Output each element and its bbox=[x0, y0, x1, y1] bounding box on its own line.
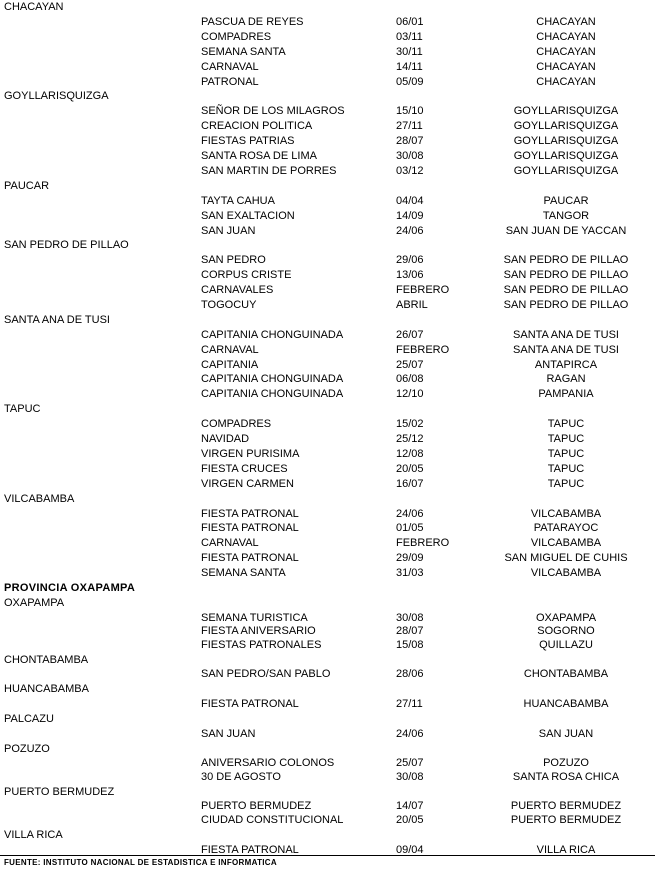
district-name: OXAPAMPA bbox=[4, 597, 65, 609]
festivity-date: 24/06 bbox=[396, 225, 424, 237]
festivity-place: SANTA ANA DE TUSI bbox=[513, 344, 619, 356]
table-row bbox=[0, 536, 655, 550]
festivity-name: SAN MARTIN DE PORRES bbox=[201, 165, 337, 177]
table-row bbox=[0, 268, 655, 282]
table-row bbox=[0, 283, 655, 297]
table-row bbox=[0, 119, 655, 133]
festivity-name: FIESTA PATRONAL bbox=[201, 522, 299, 534]
festivity-place: GOYLLARISQUIZGA bbox=[513, 105, 619, 117]
table-row bbox=[0, 149, 655, 163]
festivity-date: 20/05 bbox=[396, 463, 424, 475]
festivity-name: CARNAVAL bbox=[201, 344, 259, 356]
festivity-date: 05/09 bbox=[396, 76, 424, 88]
festivity-place: CHACAYAN bbox=[536, 46, 596, 58]
festivity-name: CAPITANIA CHONGUINADA bbox=[201, 329, 344, 341]
district-name: SANTA ANA DE TUSI bbox=[4, 314, 110, 326]
festivity-place: SAN JUAN bbox=[538, 728, 594, 740]
table-row bbox=[0, 551, 655, 565]
table-row bbox=[0, 224, 655, 238]
festivity-name: COMPADRES bbox=[201, 418, 272, 430]
district-header bbox=[0, 492, 655, 506]
festivity-place: CHACAYAN bbox=[536, 61, 596, 73]
festivity-name: SEMANA SANTA bbox=[201, 567, 286, 579]
festivity-name: SAN PEDRO/SAN PABLO bbox=[201, 668, 331, 680]
district-header bbox=[0, 653, 655, 667]
festivity-date: 30/08 bbox=[396, 150, 424, 162]
festivity-place: VILCABAMBA bbox=[530, 508, 602, 520]
festivity-name: SEMANA SANTA bbox=[201, 46, 286, 58]
festivity-name: PUERTO BERMUDEZ bbox=[201, 800, 312, 812]
festivity-place: PATARAYOC bbox=[533, 522, 599, 534]
festivity-place: CHACAYAN bbox=[536, 76, 596, 88]
festivity-name: PATRONAL bbox=[201, 76, 259, 88]
district-name: CHONTABAMBA bbox=[4, 654, 89, 666]
table-row bbox=[0, 447, 655, 461]
table-row bbox=[0, 298, 655, 312]
festivity-name: FIESTA PATRONAL bbox=[201, 698, 299, 710]
festivity-name: VIRGEN CARMEN bbox=[201, 478, 294, 490]
table-row bbox=[0, 45, 655, 59]
festivity-place: SANTA ANA DE TUSI bbox=[513, 329, 619, 341]
festivity-name: SANTA ROSA DE LIMA bbox=[201, 150, 317, 162]
district-name: PALCAZU bbox=[4, 713, 54, 725]
festivity-name: SEMANA TURISTICA bbox=[201, 612, 308, 624]
festivity-place: CHACAYAN bbox=[536, 16, 596, 28]
festivity-place: QUILLAZU bbox=[539, 639, 593, 651]
table-row bbox=[0, 507, 655, 521]
festivity-place: TAPUC bbox=[547, 448, 585, 460]
festivity-date: 25/12 bbox=[396, 433, 424, 445]
festivity-place: TAPUC bbox=[547, 463, 585, 475]
province-name: PROVINCIA OXAPAMPA bbox=[4, 582, 136, 594]
festivity-name: FIESTAS PATRIAS bbox=[201, 135, 295, 147]
festivity-place: GOYLLARISQUIZGA bbox=[513, 120, 619, 132]
table-row bbox=[0, 813, 655, 827]
festivity-place: PUERTO BERMUDEZ bbox=[510, 800, 622, 812]
festivity-place: POZUZO bbox=[543, 757, 589, 769]
district-header bbox=[0, 179, 655, 193]
festivity-place: GOYLLARISQUIZGA bbox=[513, 165, 619, 177]
festivity-place: ANTAPIRCA bbox=[534, 359, 598, 371]
festivity-name: CARNAVAL bbox=[201, 537, 259, 549]
festivity-place: PUERTO BERMUDEZ bbox=[510, 814, 622, 826]
festivity-date: 13/06 bbox=[396, 269, 424, 281]
festivity-date: 01/05 bbox=[396, 522, 424, 534]
festivity-name: PASCUA DE REYES bbox=[201, 16, 304, 28]
festivity-place: OXAPAMPA bbox=[535, 612, 597, 624]
festivity-name: NAVIDAD bbox=[201, 433, 250, 445]
festivity-date: 24/06 bbox=[396, 728, 424, 740]
festivity-place: RAGAN bbox=[546, 373, 586, 385]
table-row bbox=[0, 727, 655, 741]
festivity-date: 04/04 bbox=[396, 195, 424, 207]
festivity-place: SAN MIGUEL DE CUHIS bbox=[504, 552, 628, 564]
festivity-date: 30/08 bbox=[396, 612, 424, 624]
festivity-date: 27/11 bbox=[396, 698, 423, 710]
district-header bbox=[0, 742, 655, 756]
festivity-name: TAYTA CAHUA bbox=[201, 195, 275, 207]
festivity-place: PAUCAR bbox=[543, 195, 589, 207]
festivity-place: CHONTABAMBA bbox=[523, 668, 609, 680]
festivity-name: CAPITANIA CHONGUINADA bbox=[201, 388, 344, 400]
district-name: VILCABAMBA bbox=[4, 493, 75, 505]
festivity-date: 24/06 bbox=[396, 508, 424, 520]
festivity-name: VIRGEN PURISIMA bbox=[201, 448, 300, 460]
district-name: CHACAYAN bbox=[4, 1, 64, 13]
table-row bbox=[0, 343, 655, 357]
district-name: SAN PEDRO DE PILLAO bbox=[4, 239, 129, 251]
table-row bbox=[0, 697, 655, 711]
district-header bbox=[0, 0, 655, 14]
festivity-name: SEÑOR DE LOS MILAGROS bbox=[201, 105, 345, 117]
festivity-date: 12/08 bbox=[396, 448, 424, 460]
table-row bbox=[0, 770, 655, 784]
festivity-date: 14/11 bbox=[396, 61, 423, 73]
festivity-name: SAN PEDRO bbox=[201, 254, 266, 266]
festivity-date: 12/10 bbox=[396, 388, 424, 400]
festivity-date: 30/11 bbox=[396, 46, 423, 58]
table-row bbox=[0, 328, 655, 342]
festivity-name: 30 DE AGOSTO bbox=[201, 771, 281, 783]
festivity-name: FIESTA CRUCES bbox=[201, 463, 288, 475]
festivity-name: CIUDAD CONSTITUCIONAL bbox=[201, 814, 344, 826]
festivity-date: 09/04 bbox=[396, 844, 424, 856]
district-name: VILLA RICA bbox=[4, 829, 63, 841]
district-header bbox=[0, 682, 655, 696]
district-name: GOYLLARISQUIZGA bbox=[4, 90, 109, 102]
table-row bbox=[0, 15, 655, 29]
festivity-date: 03/12 bbox=[396, 165, 424, 177]
district-name: HUANCABAMBA bbox=[4, 683, 89, 695]
festivity-date: 15/08 bbox=[396, 639, 424, 651]
table-row bbox=[0, 417, 655, 431]
festivity-name: SAN JUAN bbox=[201, 225, 256, 237]
table-row bbox=[0, 30, 655, 44]
table-row bbox=[0, 358, 655, 372]
festivity-name: ANIVERSARIO COLONOS bbox=[201, 757, 335, 769]
district-header bbox=[0, 402, 655, 416]
festivity-place: GOYLLARISQUIZGA bbox=[513, 135, 619, 147]
festivity-place: TAPUC bbox=[547, 478, 585, 490]
table-row bbox=[0, 624, 655, 638]
festivity-name: FIESTAS PATRONALES bbox=[201, 639, 322, 651]
festivity-place: TAPUC bbox=[547, 418, 585, 430]
table-row bbox=[0, 638, 655, 652]
district-header bbox=[0, 313, 655, 327]
district-header bbox=[0, 712, 655, 726]
district-name: POZUZO bbox=[4, 743, 50, 755]
festivity-date: FEBRERO bbox=[396, 344, 450, 356]
festivity-name: CARNAVALES bbox=[201, 284, 274, 296]
festivity-place: SANTA ROSA CHICA bbox=[512, 771, 620, 783]
source-note: FUENTE: INSTITUTO NACIONAL DE ESTADISTICA E INFORMATICA bbox=[4, 858, 277, 867]
table-row bbox=[0, 432, 655, 446]
district-header bbox=[0, 89, 655, 103]
festivity-place: SAN PEDRO DE PILLAO bbox=[503, 284, 629, 296]
festivity-date: FEBRERO bbox=[396, 284, 450, 296]
festivity-place: SAN PEDRO DE PILLAO bbox=[503, 269, 629, 281]
table-row bbox=[0, 566, 655, 580]
festivity-date: 06/08 bbox=[396, 373, 424, 385]
festivity-name: FIESTA PATRONAL bbox=[201, 508, 299, 520]
table-row bbox=[0, 756, 655, 770]
festivity-place: VILLA RICA bbox=[536, 844, 596, 856]
province-header bbox=[0, 581, 655, 595]
festivity-name: COMPADRES bbox=[201, 31, 272, 43]
festivity-place: GOYLLARISQUIZGA bbox=[513, 150, 619, 162]
festivity-date: 28/07 bbox=[396, 625, 424, 637]
district-header bbox=[0, 828, 655, 842]
festivity-name: CORPUS CRISTE bbox=[201, 269, 292, 281]
festivity-place: SOGORNO bbox=[537, 625, 595, 637]
festivity-name: SAN EXALTACION bbox=[201, 210, 295, 222]
table-row bbox=[0, 75, 655, 89]
festivity-date: 31/03 bbox=[396, 567, 424, 579]
festivity-date: 29/09 bbox=[396, 552, 424, 564]
festivity-name: CREACION POLITICA bbox=[201, 120, 313, 132]
table-row bbox=[0, 372, 655, 386]
festivity-name: CARNAVAL bbox=[201, 61, 259, 73]
festivity-name: FIESTA PATRONAL bbox=[201, 552, 299, 564]
festivity-place: SAN JUAN DE YACCAN bbox=[505, 225, 627, 237]
district-header bbox=[0, 238, 655, 252]
festivity-date: 20/05 bbox=[396, 814, 424, 826]
festivity-date: FEBRERO bbox=[396, 537, 450, 549]
table-row bbox=[0, 60, 655, 74]
festivity-date: 03/11 bbox=[396, 31, 423, 43]
festivity-name: FIESTA ANIVERSARIO bbox=[201, 625, 316, 637]
festivity-date: 06/01 bbox=[396, 16, 424, 28]
festivity-date: 25/07 bbox=[396, 359, 424, 371]
district-name: TAPUC bbox=[4, 403, 41, 415]
festivity-date: 14/07 bbox=[396, 800, 424, 812]
festivity-place: VILCABAMBA bbox=[530, 537, 602, 549]
festivity-place: SAN PEDRO DE PILLAO bbox=[503, 254, 629, 266]
festivity-place: TANGOR bbox=[542, 210, 590, 222]
festivity-place: HUANCABAMBA bbox=[523, 698, 609, 710]
festivity-date: 25/07 bbox=[396, 757, 424, 769]
festivity-date: 14/09 bbox=[396, 210, 424, 222]
table-row bbox=[0, 462, 655, 476]
table-row bbox=[0, 209, 655, 223]
festivity-place: SAN PEDRO DE PILLAO bbox=[503, 299, 629, 311]
festivity-date: 28/07 bbox=[396, 135, 424, 147]
district-name: PAUCAR bbox=[4, 180, 50, 192]
festivity-date: ABRIL bbox=[396, 299, 428, 311]
festivity-place: VILCABAMBA bbox=[530, 567, 602, 579]
district-name: PUERTO BERMUDEZ bbox=[4, 786, 115, 798]
festivity-name: SAN JUAN bbox=[201, 728, 256, 740]
festivity-name: CAPITANIA CHONGUINADA bbox=[201, 373, 344, 385]
festivity-name: FIESTA PATRONAL bbox=[201, 844, 299, 856]
festivity-date: 28/06 bbox=[396, 668, 424, 680]
table-row bbox=[0, 521, 655, 535]
district-header bbox=[0, 785, 655, 799]
festivity-name: CAPITANIA bbox=[201, 359, 259, 371]
table-row bbox=[0, 134, 655, 148]
table-row bbox=[0, 477, 655, 491]
festivity-place: TAPUC bbox=[547, 433, 585, 445]
table-row bbox=[0, 194, 655, 208]
table-row bbox=[0, 253, 655, 267]
table-row bbox=[0, 611, 655, 625]
festivity-date: 29/06 bbox=[396, 254, 424, 266]
festivity-date: 16/07 bbox=[396, 478, 424, 490]
festivity-date: 15/10 bbox=[396, 105, 424, 117]
festivity-date: 27/11 bbox=[396, 120, 423, 132]
festivity-name: TOGOCUY bbox=[201, 299, 257, 311]
festivity-place: PAMPANIA bbox=[538, 388, 594, 400]
table-row bbox=[0, 104, 655, 118]
footer-divider bbox=[0, 855, 655, 856]
table-row bbox=[0, 667, 655, 681]
festivity-place: CHACAYAN bbox=[536, 31, 596, 43]
district-header bbox=[0, 596, 655, 610]
table-row bbox=[0, 164, 655, 178]
table-row bbox=[0, 799, 655, 813]
table-row bbox=[0, 387, 655, 401]
festivity-date: 15/02 bbox=[396, 418, 424, 430]
festivity-date: 30/08 bbox=[396, 771, 424, 783]
festivity-date: 26/07 bbox=[396, 329, 424, 341]
